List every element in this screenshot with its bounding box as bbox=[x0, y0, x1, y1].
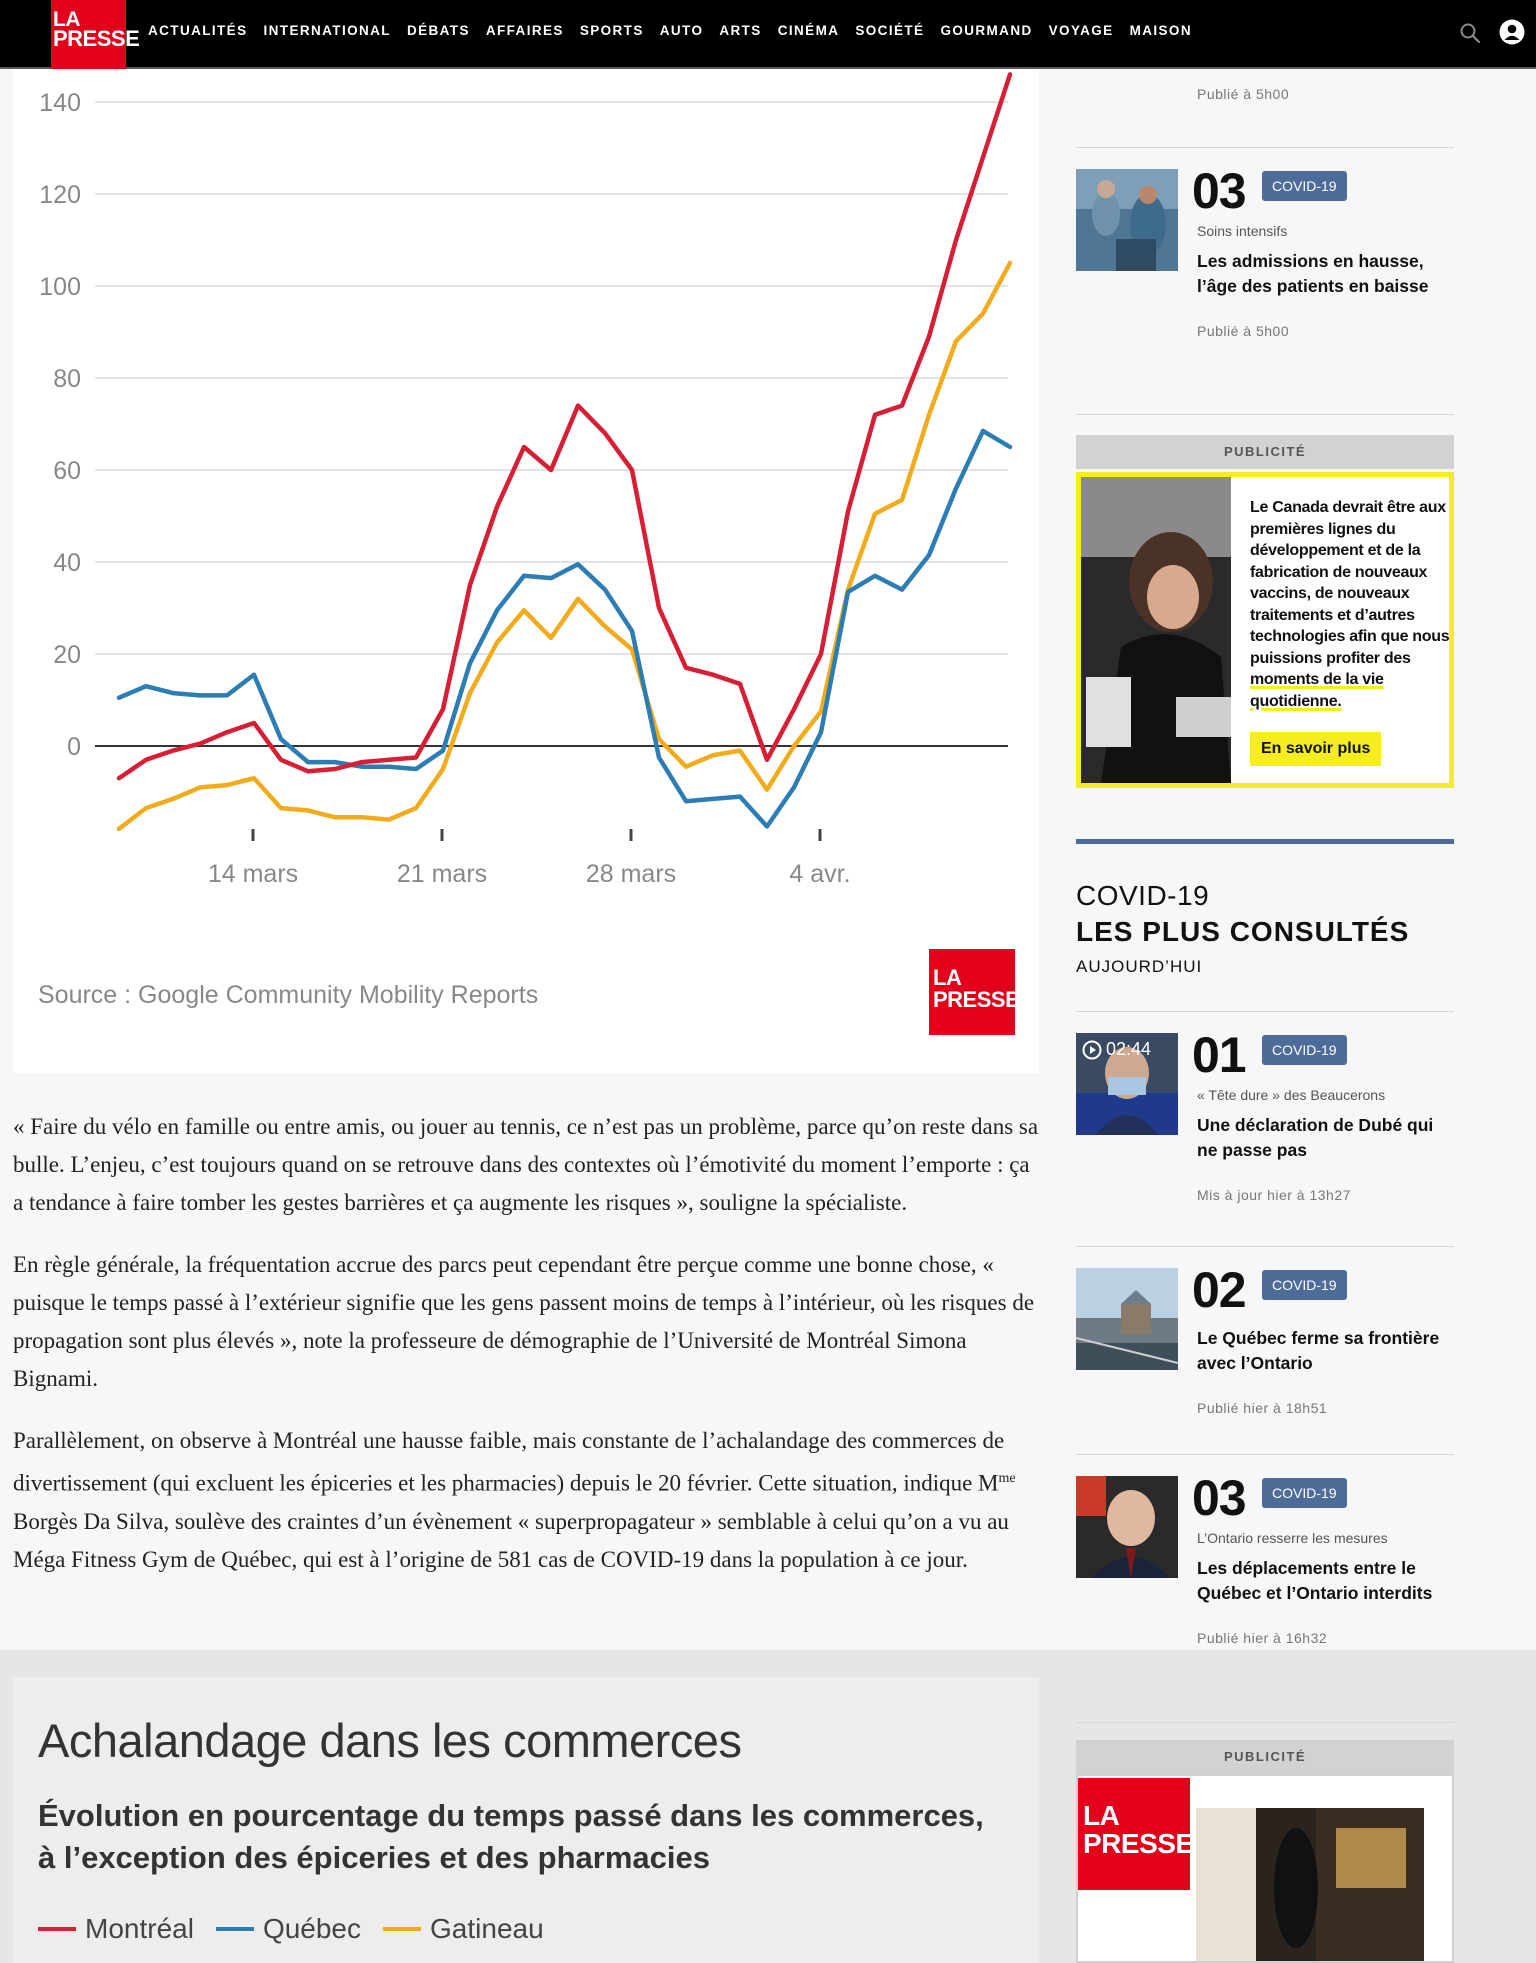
article-paragraph: Parallèlement, on observe à Montréal une hausse faible, mais constante de l’achalandage des commerces de divertissement (qui excluent les épiceries et les pharmacies) depuis le 20 février. Cette situation, indique $M^{me}$ Borgès Da Silva, soulève des craintes d’un évènement « superpropagateur » semblable à celui qu’on a vu au Méga Fitness Gym de Québec, qui est à l’origine de 581 cas de COVID-19 dans la population à ce jour. bbox=[13, 1428, 1016, 1572]
publish-date: Publié à 5h00 bbox=[1197, 86, 1290, 102]
nav-item-débats[interactable]: DÉBATS bbox=[406, 23, 470, 38]
most-viewed-item-03[interactable] bbox=[1076, 1470, 1454, 1676]
series-line-gatineau bbox=[119, 263, 1010, 829]
article-title[interactable]: Le Québec ferme sa frontière avec l’Ontario bbox=[1197, 1328, 1440, 1373]
ad-label: PUBLICITÉ bbox=[1076, 435, 1454, 469]
article-kicker: Soins intensifs bbox=[1197, 223, 1288, 239]
divider bbox=[1076, 1011, 1454, 1012]
rank-number: 01 bbox=[1192, 1027, 1246, 1083]
divider bbox=[1076, 1454, 1454, 1455]
nav-item-gourmand[interactable]: GOURMAND bbox=[940, 23, 1033, 38]
divider bbox=[1076, 414, 1454, 415]
nav-item-maison[interactable]: MAISON bbox=[1129, 23, 1192, 38]
nav-item-cinéma[interactable]: CINÉMA bbox=[777, 23, 840, 38]
article-thumbnail[interactable] bbox=[1076, 1476, 1178, 1578]
section-subheading: AUJOURD’HUI bbox=[1076, 957, 1203, 976]
divider bbox=[1076, 1246, 1454, 1247]
publish-date: Mis à jour hier à 13h27 bbox=[1197, 1187, 1351, 1203]
legend-item-gatineau: Gatineau bbox=[383, 1913, 544, 1945]
article-paragraph: En règle générale, la fréquentation accrue des parcs peut cependant être perçue comme une bonne chose, « puisque le temps passé à l’extérieur signifie que les gens passent moins de temps à l’intérieur, où les risques de propagation sont plus élevés », note la professeure de démographie de l’Université de Montréal Simona Bignami. bbox=[13, 1252, 1035, 1391]
section-menu bbox=[148, 23, 1208, 38]
legend-swatch bbox=[216, 1927, 254, 1931]
article-body bbox=[13, 1108, 1043, 1603]
y-tick-label: 100 bbox=[39, 273, 81, 301]
mobility-line-chart bbox=[13, 69, 1039, 949]
nav-item-affaires[interactable]: AFFAIRES bbox=[485, 23, 564, 38]
ad-cta-button[interactable]: En savoir plus bbox=[1250, 732, 1381, 766]
mobility-chart-card bbox=[13, 69, 1039, 1073]
rank-number: 03 bbox=[1192, 163, 1246, 219]
la-presse-chart-logo: LA PRESSE bbox=[929, 949, 1015, 1035]
most-viewed-item-01[interactable] bbox=[1076, 1027, 1454, 1253]
nav-item-voyage[interactable]: VOYAGE bbox=[1048, 23, 1114, 38]
article-thumbnail[interactable] bbox=[1076, 169, 1178, 271]
section-heading: COVID-19 LES PLUS CONSULTÉS bbox=[1076, 880, 1410, 947]
nav-item-actualités[interactable]: ACTUALITÉS bbox=[148, 23, 248, 38]
ad-label: PUBLICITÉ bbox=[1076, 1740, 1454, 1774]
chart-subtitle: Évolution en pourcentage du temps passé dans les commerces, à l’exception des épiceries et des pharmacies bbox=[38, 1798, 984, 1875]
nav-item-sports[interactable]: SPORTS bbox=[579, 23, 644, 38]
chart-title: Achalandage dans les commerces bbox=[38, 1714, 742, 1767]
user-account-icon[interactable] bbox=[1499, 19, 1525, 45]
video-duration-badge: 02:44 bbox=[1082, 1039, 1151, 1060]
ad-photo bbox=[1081, 477, 1231, 783]
x-tick-label: 21 mars bbox=[396, 860, 488, 888]
sidebar-article-soins-intensifs[interactable] bbox=[1076, 163, 1454, 409]
x-tick-label: 28 mars bbox=[585, 860, 677, 888]
legend-item-quebec: Québec bbox=[216, 1913, 361, 1945]
category-tag[interactable]: COVID-19 bbox=[1262, 171, 1347, 201]
publish-date: Publié hier à 16h32 bbox=[1197, 1630, 1328, 1646]
article-thumbnail[interactable] bbox=[1076, 1268, 1178, 1370]
most-viewed-item-02[interactable] bbox=[1076, 1262, 1454, 1468]
la-presse-ad[interactable] bbox=[1076, 1774, 1454, 1963]
article-title[interactable]: Les admissions en hausse, l’âge des patients en baisse bbox=[1197, 251, 1429, 296]
vaccine-ad[interactable] bbox=[1076, 472, 1454, 788]
divider bbox=[1076, 147, 1454, 148]
legend-swatch bbox=[383, 1927, 421, 1931]
nav-item-international[interactable]: INTERNATIONAL bbox=[263, 23, 391, 38]
series-line-montréal bbox=[119, 74, 1010, 778]
divider bbox=[1076, 1722, 1454, 1723]
y-tick-label: 60 bbox=[53, 457, 81, 485]
y-tick-label: 20 bbox=[53, 641, 81, 669]
ad-photo bbox=[1196, 1808, 1424, 1963]
y-tick-label: 0 bbox=[67, 733, 81, 761]
rank-number: 03 bbox=[1192, 1470, 1246, 1526]
nav-item-société[interactable]: SOCIÉTÉ bbox=[855, 23, 925, 38]
rank-number: 02 bbox=[1192, 1262, 1246, 1318]
section-rule bbox=[1076, 839, 1454, 844]
y-tick-label: 140 bbox=[39, 89, 81, 117]
category-tag[interactable]: COVID-19 bbox=[1262, 1035, 1347, 1065]
y-tick-label: 40 bbox=[53, 549, 81, 577]
series-line-québec bbox=[119, 431, 1010, 827]
article-paragraph: « Faire du vélo en famille ou entre amis, ou jouer au tennis, ce n’est pas un problème, parce qu’on reste dans sa bulle. L’enjeu, c’est toujours quand on se retrouve dans des contextes où l’émotivité du moment l’emporte : ça a tendance à faire tomber les gestes barrières et ça augmente les risques », souligne la spécialiste. bbox=[13, 1114, 1039, 1215]
play-icon bbox=[1082, 1040, 1102, 1060]
legend-item-montreal: Montréal bbox=[38, 1913, 194, 1945]
y-tick-label: 120 bbox=[39, 181, 81, 209]
publish-date: Publié hier à 18h51 bbox=[1197, 1400, 1328, 1416]
top-navigation-bar bbox=[0, 0, 1536, 69]
category-tag[interactable]: COVID-19 bbox=[1262, 1270, 1347, 1300]
la-presse-ad-logo: LA PRESSE bbox=[1078, 1778, 1190, 1890]
ad-text: Le Canada devrait être aux premières lignes du développement et de la fabrication de nouveaux vaccins, de nouveaux traitements et d’autres technologies afin que nous puissions profiter des moments de la vie quotidienne. bbox=[1250, 499, 1450, 710]
chart-source: Source : Google Community Mobility Reports bbox=[38, 981, 539, 1009]
article-title[interactable]: Une déclaration de Dubé qui ne passe pas bbox=[1197, 1115, 1434, 1160]
nav-item-arts[interactable]: ARTS bbox=[719, 23, 762, 38]
commerce-chart-card bbox=[13, 1677, 1039, 1963]
article-kicker: « Tête dure » des Beaucerons bbox=[1197, 1087, 1386, 1103]
publish-date: Publié à 5h00 bbox=[1197, 323, 1290, 339]
nav-item-auto[interactable]: AUTO bbox=[659, 23, 704, 38]
category-tag[interactable]: COVID-19 bbox=[1262, 1478, 1347, 1508]
search-icon[interactable] bbox=[1458, 21, 1482, 45]
legend-swatch bbox=[38, 1927, 76, 1931]
article-title[interactable]: Les déplacements entre le Québec et l’Ontario interdits bbox=[1197, 1558, 1433, 1603]
y-tick-label: 80 bbox=[53, 365, 81, 393]
x-tick-label: 4 avr. bbox=[789, 860, 851, 888]
article-kicker: L’Ontario resserre les mesures bbox=[1197, 1530, 1388, 1546]
article-thumbnail[interactable] bbox=[1076, 1033, 1178, 1135]
x-tick-label: 14 mars bbox=[207, 860, 299, 888]
chart-legend bbox=[38, 1913, 566, 1945]
la-presse-logo[interactable]: LA PRESSE bbox=[51, 0, 126, 69]
